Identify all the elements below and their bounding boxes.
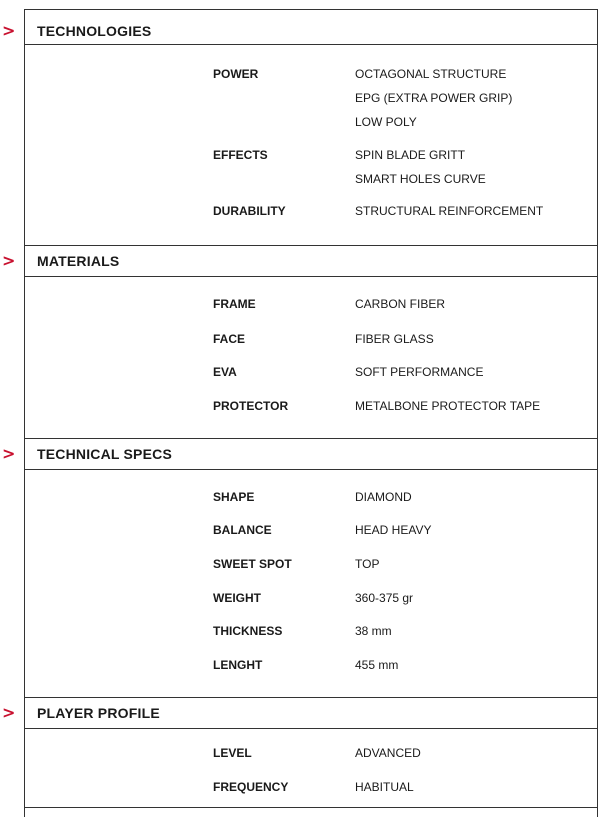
spec-values [355, 586, 413, 610]
spec-label: FREQUENCY [213, 780, 289, 794]
frame-right-border [597, 9, 598, 817]
spec-value: TOP [355, 557, 380, 571]
chevron-right-icon: > [2, 21, 16, 40]
spec-value: ADVANCED [355, 746, 421, 760]
chevron-right-icon: > [2, 703, 16, 722]
spec-value: FIBER GLASS [355, 332, 434, 346]
spec-value: SMART HOLES CURVE [355, 172, 486, 186]
section-header-technologies[interactable] [0, 16, 598, 46]
spec-label: POWER [213, 67, 259, 81]
chevron-right-icon: > [2, 251, 16, 270]
spec-label: FRAME [213, 297, 256, 311]
section-divider [24, 728, 598, 729]
spec-value: OCTAGONAL STRUCTURE [355, 67, 507, 81]
spec-values [355, 619, 392, 643]
section-title: TECHNOLOGIES [37, 23, 152, 39]
section-divider [24, 44, 598, 45]
spec-label: SWEET SPOT [213, 557, 292, 571]
section-bottom-border [24, 807, 598, 808]
spec-value: SPIN BLADE GRITT [355, 148, 466, 162]
spec-values [355, 741, 421, 765]
spec-value: 38 mm [355, 624, 392, 638]
spec-value: SOFT PERFORMANCE [355, 365, 484, 379]
spec-label: DURABILITY [213, 204, 286, 218]
spec-value: EPG (EXTRA POWER GRIP) [355, 91, 513, 105]
spec-value: DIAMOND [355, 490, 412, 504]
section-header-technical-specs[interactable] [0, 439, 598, 469]
spec-values [355, 485, 412, 509]
spec-label: LENGHT [213, 658, 263, 672]
spec-value: 360-375 gr [355, 591, 414, 605]
spec-value: 455 mm [355, 658, 399, 672]
spec-values [355, 518, 431, 542]
spec-label: EFFECTS [213, 148, 268, 162]
spec-values [355, 394, 540, 418]
spec-label: EVA [213, 365, 237, 379]
spec-value: METALBONE PROTECTOR TAPE [355, 399, 541, 413]
spec-values [355, 199, 543, 223]
spec-label: BALANCE [213, 523, 272, 537]
section-header-materials[interactable] [0, 246, 598, 276]
spec-value: CARBON FIBER [355, 297, 446, 311]
section-title: TECHNICAL SPECS [37, 446, 172, 462]
spec-label: THICKNESS [213, 624, 283, 638]
spec-value: HABITUAL [355, 780, 414, 794]
spec-label: LEVEL [213, 746, 252, 760]
spec-values [355, 327, 434, 351]
spec-label: SHAPE [213, 490, 255, 504]
section-title: MATERIALS [37, 253, 120, 269]
spec-values [355, 62, 512, 134]
spec-value: LOW POLY [355, 115, 417, 129]
section-divider [24, 276, 598, 277]
spec-values [355, 775, 414, 799]
spec-values [355, 360, 483, 384]
section-header-player-profile[interactable] [0, 698, 598, 728]
frame-left-border [24, 9, 25, 817]
spec-label: WEIGHT [213, 591, 261, 605]
section-title: PLAYER PROFILE [37, 705, 160, 721]
spec-label: FACE [213, 332, 246, 346]
spec-values [355, 143, 486, 191]
spec-values [355, 653, 398, 677]
spec-values [355, 552, 379, 576]
chevron-right-icon: > [2, 444, 16, 463]
spec-label: PROTECTOR [213, 399, 289, 413]
spec-value: HEAD HEAVY [355, 523, 432, 537]
spec-value: STRUCTURAL REINFORCEMENT [355, 204, 544, 218]
section-divider [24, 469, 598, 470]
spec-values [355, 292, 445, 316]
section-top-border [24, 9, 598, 10]
